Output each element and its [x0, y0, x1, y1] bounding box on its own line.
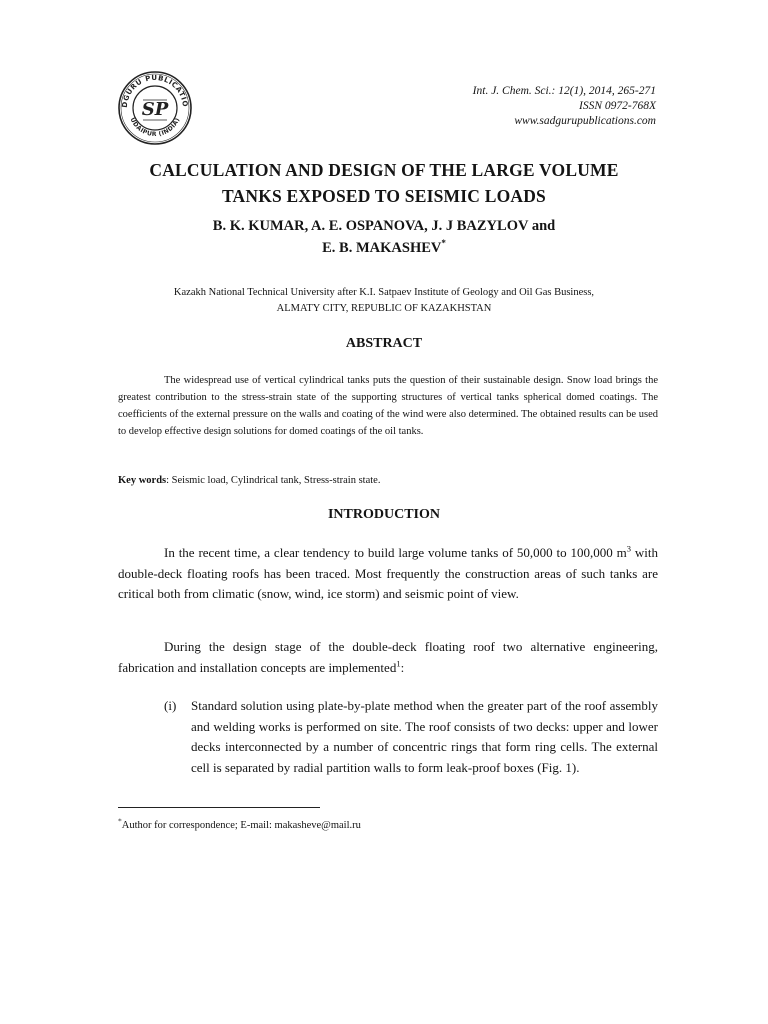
- keywords-text: : Seismic load, Cylindrical tank, Stress-strain state.: [166, 475, 381, 486]
- intro-paragraph-2-part-a: During the design stage of the double-deck floating roof two alternative engineering, fabrication and installation concepts are implemented: [118, 639, 658, 675]
- svg-text:UDAIPUR (INDIA): UDAIPUR (INDIA): [128, 116, 182, 139]
- introduction-heading: INTRODUCTION: [327, 507, 440, 522]
- authors-line-2: [100, 237, 668, 259]
- intro-paragraph-2: [118, 637, 658, 678]
- list-item-text: Standard solution using plate-by-plate method when the greater part of the roof assembly and welding works is performed on site. The roof consists of two decks: upper and lower decks interconnected by a number of concentric rings that form ring cells. The external cell is separated by radial partition walls to form leak-proof boxes (Fig. 1).: [191, 698, 658, 775]
- reference-superscript: 1: [396, 658, 401, 669]
- keywords: [118, 473, 658, 489]
- svg-text:SP: SP: [141, 99, 169, 120]
- list-item-marker: (i): [164, 698, 177, 713]
- intro-paragraph-2-part-b: :: [400, 659, 405, 675]
- keywords-label: Key words: [118, 475, 167, 486]
- publisher-website[interactable]: www.sadgurupublications.com: [514, 115, 656, 127]
- author-affiliation: [100, 285, 668, 317]
- footnote: [118, 816, 361, 833]
- cubic-superscript: 3: [626, 543, 631, 554]
- intro-paragraph-1-part-a: In the recent time, a clear tendency to build large volume tanks of 50,000 to 100,000 m: [164, 545, 627, 560]
- paper-title: [100, 157, 668, 209]
- affiliation-line-2: ALMATY CITY, REPUBLIC OF KAZAKHSTAN: [276, 303, 492, 314]
- abstract-text: The widespread use of vertical cylindrical tanks puts the question of their sustainable design. Snow load brings the greatest contribution to the stress-strain state of the supporting structures of vertical tanks spherical domed coatings. The coefficients of the external pressure on the walls and coating of the wind were also determined. The obtained results can be used to develop effective design solutions for domed coatings of the oil tanks.: [118, 375, 658, 437]
- abstract-heading: ABSTRACT: [345, 336, 423, 351]
- svg-text:SADGURU PUBLICATIONS: DGURU PUBLICATIO: [120, 73, 190, 109]
- corresponding-author-mark: *: [441, 238, 446, 249]
- authors-line-2-text: E. B. MAKASHEV: [322, 240, 442, 256]
- journal-citation: [473, 84, 656, 129]
- authors-line-1: B. K. KUMAR, A. E. OSPANOVA, J. J BAZYLOV and: [212, 218, 556, 234]
- footnote-text: Author for correspondence; E-mail: makashevе@mail.ru: [121, 820, 361, 831]
- intro-paragraph-1-part-b: with double-deck floating roofs has been traced. Most frequently the construction areas of such tanks are critical both from climatic (snow, wind, ice storm) and seismic point of view.: [118, 545, 658, 601]
- intro-paragraph-1: [118, 543, 658, 605]
- title-line-1: CALCULATION AND DESIGN OF THE LARGE VOLUME: [149, 160, 619, 180]
- sadguru-publications-seal-icon: [117, 70, 193, 146]
- footnote-divider: [118, 807, 320, 808]
- journal-line: Int. J. Chem. Sci.: 12(1), 2014, 265-271: [472, 85, 656, 97]
- issn-line: ISSN 0972-768X: [579, 100, 656, 112]
- footnote-mark: *: [118, 816, 122, 826]
- list-item: [118, 696, 658, 778]
- affiliation-line-1: Kazakh National Technical University after K.I. Satpaev Institute of Geology and Oil Gas Business,: [173, 287, 595, 298]
- publisher-logo: [117, 70, 193, 146]
- author-list: [100, 215, 668, 259]
- title-line-2: TANKS EXPOSED TO SEISMIC LOADS: [221, 186, 546, 206]
